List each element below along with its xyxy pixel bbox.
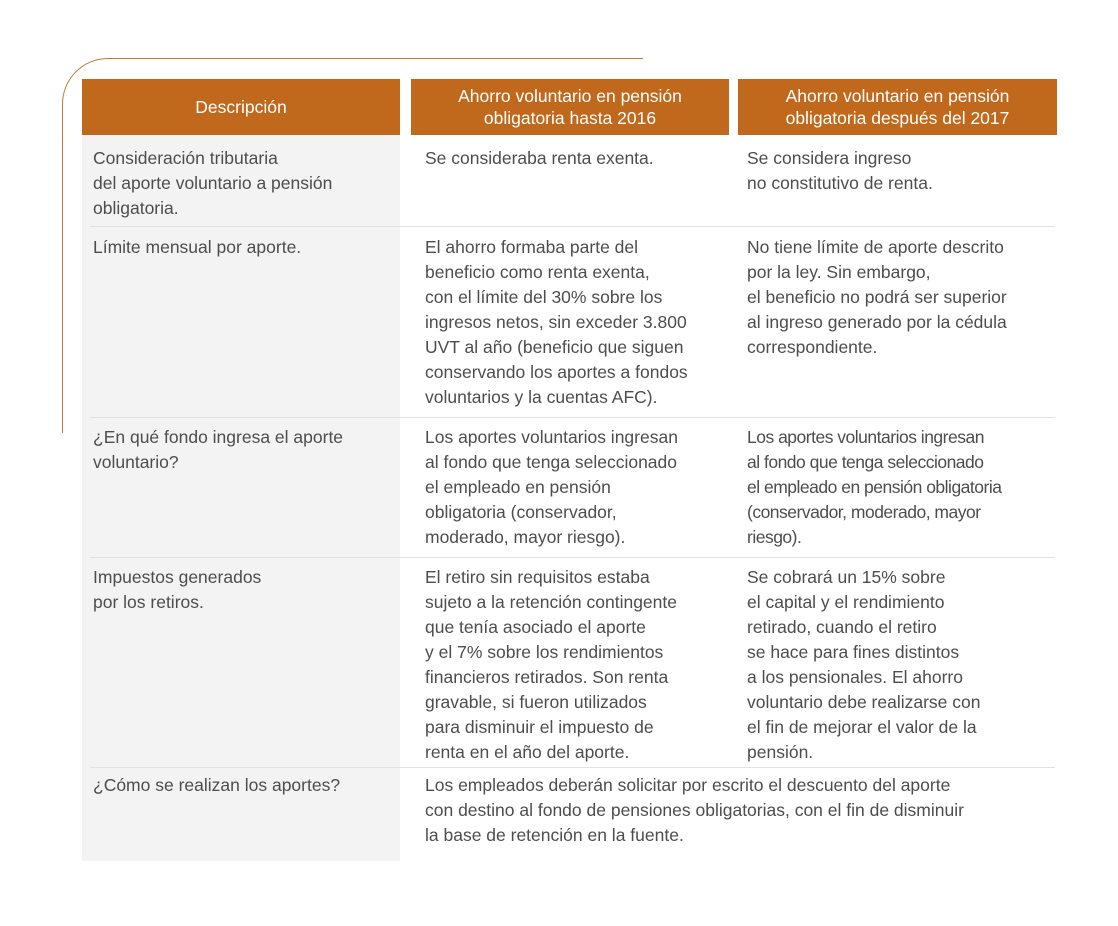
- row-3-until-2016: Los aportes voluntarios ingresan al fondo que tenga seleccionado el empleado en pensión obligatoria (conservador, moderado, mayor riesgo).: [425, 427, 678, 547]
- row-5-description: ¿Cómo se realizan los aportes?: [93, 775, 341, 795]
- row-divider: [90, 767, 1055, 768]
- row-2-description: Límite mensual por aporte.: [93, 237, 302, 257]
- row-3-after-2017: Los aportes voluntarios ingresan al fondo que tenga seleccionado el empleado en pensión obligatoria (conservador, moderado, mayor riesgo).: [747, 427, 1002, 547]
- row-divider: [90, 226, 1055, 227]
- row-4-until-2016: El retiro sin requisitos estaba sujeto a la retención contingente que tenía asociado el aporte y el 7% sobre los rendimientos financieros retirados. Son renta gravable, si fueron utilizados para disminuir el impuesto de renta en el año del aporte.: [425, 567, 677, 762]
- row-4-after-2017: Se cobrará un 15% sobre el capital y el rendimiento retirado, cuando el retiro se hace para fines distintos a los pensionales. El ahorro voluntario debe realizarse con el fin de mejorar el valor de la pensión.: [747, 567, 981, 762]
- row-3-description: ¿En qué fondo ingresa el aporte voluntario?: [93, 427, 344, 472]
- row-2-until-2016: El ahorro formaba parte del beneficio como renta exenta, con el límite del 30% sobre los ingresos netos, sin exceder 3.800 UVT al año (beneficio que siguen conservando los aportes a fondos voluntarios y la cuentas AFC).: [425, 237, 688, 407]
- header-description: Descripción: [82, 79, 400, 135]
- row-5-both-periods: Los empleados deberán solicitar por escrito el descuento del aporte con destino al fondo de pensiones obligatorias, con el fin de disminuir la base de retención en la fuente.: [425, 775, 964, 845]
- row-1-until-2016: Se consideraba renta exenta.: [425, 148, 654, 168]
- row-1-after-2017: Se considera ingreso no constitutivo de renta.: [747, 148, 933, 193]
- row-1-description: Consideración tributaria del aporte voluntario a pensión obligatoria.: [93, 148, 333, 218]
- row-2-after-2017: No tiene límite de aporte descrito por la ley. Sin embargo, el beneficio no podrá ser superior al ingreso generado por la cédula correspondiente.: [747, 237, 1007, 357]
- row-4-description: Impuestos generados por los retiros.: [93, 567, 262, 612]
- header-until-2016: Ahorro voluntario en pensión obligatoria hasta 2016: [411, 79, 729, 135]
- row-divider: [90, 417, 1055, 418]
- header-after-2017: Ahorro voluntario en pensión obligatoria después del 2017: [738, 79, 1057, 135]
- row-divider: [90, 557, 1055, 558]
